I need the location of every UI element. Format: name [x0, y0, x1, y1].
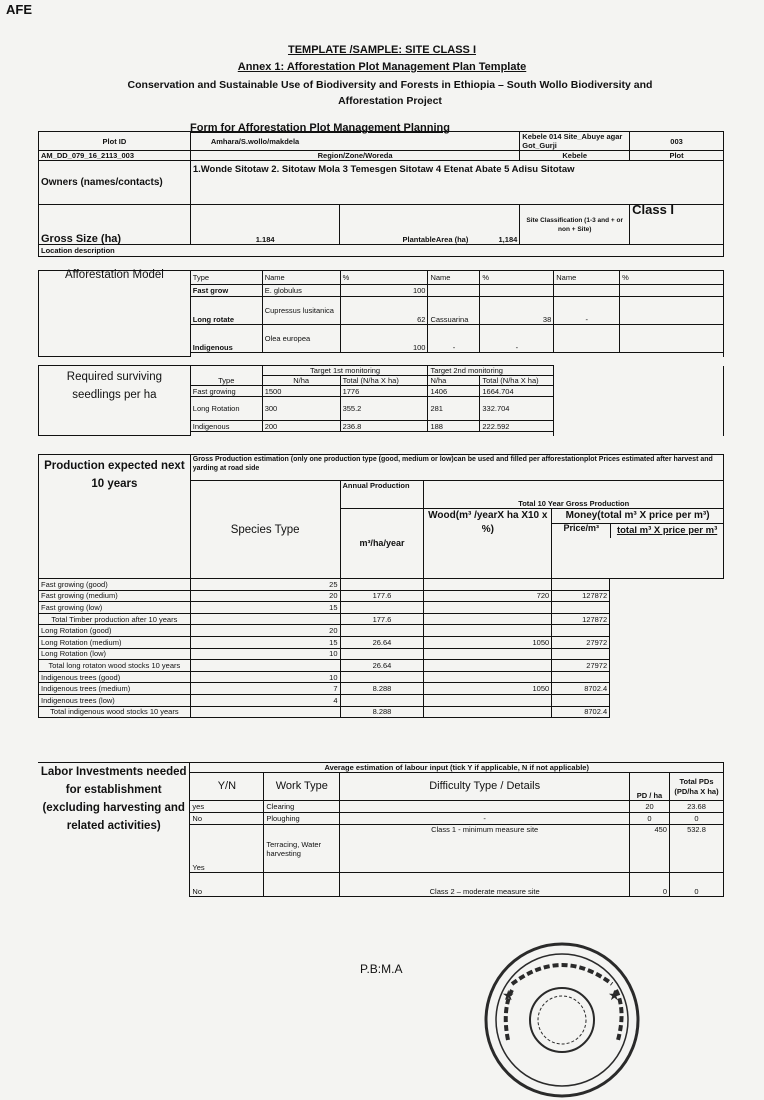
labor-row-total: 0: [669, 813, 723, 825]
plantable-value: 1,184: [498, 235, 518, 244]
production-row-price: 720: [424, 590, 552, 602]
af-row-pct1: 62: [340, 297, 428, 325]
production-row-wood: 8.288: [340, 683, 424, 695]
production-subtotal-row: [39, 660, 724, 672]
production-row-wood: [340, 625, 424, 637]
seedling-row-t1: 1776: [340, 386, 428, 397]
total-gross-header: Total 10 Year Gross Production: [424, 481, 724, 509]
production-row-total: [552, 648, 610, 660]
region-label: Region/Zone/Woreda: [190, 151, 519, 161]
af-row-name3: [554, 285, 620, 297]
af-row-name2: [428, 285, 480, 297]
seedling-row-n2: 281: [428, 397, 480, 421]
production-row-price: 1050: [424, 636, 552, 648]
target-2-header: Target 2nd monitoring: [428, 366, 554, 376]
labor-row-total: 0: [669, 873, 723, 897]
af-row-pct3: [620, 285, 724, 297]
site-class-label: Site Classification (1-3 and + or non + Site): [520, 205, 630, 245]
af-header-name2: Name: [428, 271, 480, 285]
production-row-label: Total long rotaton wood stocks 10 years: [39, 660, 191, 672]
seedling-row-n1: 200: [262, 421, 340, 432]
seedling-row-type: Indigenous: [190, 421, 262, 432]
seedling-type-header: Type: [190, 376, 262, 386]
project-title: [60, 77, 720, 109]
total-pd-header: Total PDs (PD/ha X ha): [669, 773, 723, 801]
labor-label: Labor Investments needed for establishment (excluding harvesting and related activities): [38, 763, 190, 897]
owners-value: 1.Wonde Sitotaw 2. Sitotaw Mola 3 Temesgen Sitotaw 4 Etenat Abate 5 Adisu Sitotaw: [190, 161, 723, 205]
seedlings-table: [38, 365, 724, 436]
af-row-name1: Olea europea: [262, 325, 340, 353]
production-row: [39, 625, 724, 637]
production-row-annual: [190, 613, 340, 625]
production-row-label: Fast growing (good): [39, 579, 191, 591]
seedling-row-t2: 332.704: [480, 397, 554, 421]
production-row-price: [424, 602, 552, 614]
plantable-label: PlantableArea (ha): [402, 235, 469, 244]
project-line-2: Afforestation Project: [338, 95, 442, 107]
labor-row-pd: 450: [630, 825, 670, 873]
labor-row-work: Ploughing: [264, 813, 340, 825]
seedling-row-n1: 300: [262, 397, 340, 421]
production-row-price: [424, 613, 552, 625]
af-row-name3: [554, 325, 620, 353]
production-row-annual: 25: [190, 579, 340, 591]
template-title: TEMPLATE /SAMPLE: SITE CLASS I: [287, 44, 477, 56]
labor-row-work: Clearing: [264, 801, 340, 813]
production-row-annual: [190, 706, 340, 718]
af-row-pct1: 100: [340, 285, 428, 297]
production-row-total: 8702.4: [552, 683, 610, 695]
location-label: Location description: [39, 245, 724, 257]
plot-label: Plot: [630, 151, 724, 161]
labor-row-difficulty: Class 1 - minimum measure site: [340, 825, 630, 873]
af-header-name1: Name: [262, 271, 340, 285]
production-row-label: Total Timber production after 10 years: [39, 613, 191, 625]
labor-row-difficulty: [340, 801, 630, 813]
af-row-pct2: 38: [480, 297, 554, 325]
kebele-value: Kebele 014 Site_Abuye agar Got_Gurji: [520, 132, 630, 151]
production-table: [38, 454, 724, 718]
total-header-1: Total (N/ha X ha): [340, 376, 428, 386]
production-row-label: Long Rotation (good): [39, 625, 191, 637]
production-row-total: [552, 671, 610, 683]
production-row-label: Fast growing (low): [39, 602, 191, 614]
production-row-wood: [340, 671, 424, 683]
total-price-header: total m³ X price per m³: [616, 525, 718, 536]
production-row-total: [552, 694, 610, 706]
af-row-type: Indigenous: [190, 325, 262, 353]
production-row-price: [424, 694, 552, 706]
af-header-pct2: %: [480, 271, 554, 285]
production-row-label: Total indigenous wood stocks 10 years: [39, 706, 191, 718]
production-row-label: Long Rotation (low): [39, 648, 191, 660]
footer-initials: P.B:M.A: [360, 962, 403, 976]
corner-label: AFE: [6, 2, 32, 17]
af-row-type: Fast grow: [190, 285, 262, 297]
af-row-name2: -: [428, 325, 480, 353]
production-row-total: [552, 579, 610, 591]
afforestation-label: Afforestation Model: [39, 271, 191, 357]
work-type-header: Work Type: [264, 773, 340, 801]
production-row-annual: 10: [190, 671, 340, 683]
production-row-price: [424, 579, 552, 591]
production-row-price: [424, 706, 552, 718]
af-row-type: Long rotate: [190, 297, 262, 325]
production-row-label: Fast growing (medium): [39, 590, 191, 602]
labor-row-work: Terracing, Water harvesting: [264, 825, 340, 873]
seedling-row-n1: 1500: [262, 386, 340, 397]
production-row-annual: 4: [190, 694, 340, 706]
production-row: [39, 694, 724, 706]
owners-label: Owners (names/contacts): [39, 161, 191, 205]
yn-header: Y/N: [190, 773, 264, 801]
production-row-total: 27972: [552, 636, 610, 648]
seedling-row-t2: 1664.704: [480, 386, 554, 397]
seedlings-label: Required surviving seedlings per ha: [39, 366, 191, 436]
production-row-total: 8702.4: [552, 706, 610, 718]
site-class-value: Class I: [630, 205, 724, 245]
afforestation-table: [38, 270, 724, 357]
labor-row-pd: 0: [630, 813, 670, 825]
production-row-label: Long Rotation (medium): [39, 636, 191, 648]
labor-row-yn: No: [190, 813, 264, 825]
af-row-name2: Cassuarina: [428, 297, 480, 325]
plot-id-label: Plot ID: [39, 132, 191, 151]
production-row: [39, 636, 724, 648]
labor-table: [38, 762, 724, 897]
production-row-annual: [190, 660, 340, 672]
seedling-row-n2: 188: [428, 421, 480, 432]
labor-row-yn: No: [190, 873, 264, 897]
production-note: Gross Production estimation (only one production type (good, medium or low)can be used and filled per afforestationplot Prices estimated after harvest and yarding at road side: [190, 455, 723, 481]
production-row-wood: 177.6: [340, 613, 424, 625]
official-stamp-seal: [482, 940, 642, 1100]
production-row-annual: 7: [190, 683, 340, 695]
production-row-wood: 26.64: [340, 636, 424, 648]
production-row-price: 1050: [424, 683, 552, 695]
labor-row-total: 532.8: [669, 825, 723, 873]
production-row-wood: 177.6: [340, 590, 424, 602]
af-header-pct1: %: [340, 271, 428, 285]
af-row-pct3: [620, 297, 724, 325]
region-value: Amhara/S.wollo/makdela: [190, 132, 519, 151]
kebele-label: Kebele: [520, 151, 630, 161]
af-header-pct3: %: [620, 271, 724, 285]
svg-text:★: ★: [608, 988, 621, 1004]
target-1-header: Target 1st monitoring: [262, 366, 428, 376]
af-header-name3: Name: [554, 271, 620, 285]
production-row-price: [424, 625, 552, 637]
af-row-pct1: 100: [340, 325, 428, 353]
svg-text:★: ★: [502, 988, 515, 1004]
production-row-label: Indigenous trees (good): [39, 671, 191, 683]
production-row: [39, 683, 724, 695]
af-row-pct3: [620, 325, 724, 353]
af-row-name3: -: [554, 297, 620, 325]
production-row: [39, 579, 724, 591]
production-row-wood: 8.288: [340, 706, 424, 718]
production-row-label: Indigenous trees (medium): [39, 683, 191, 695]
plot-number-value: 003: [630, 132, 724, 151]
annual-unit-header: m³/ha/year: [340, 509, 424, 579]
seedling-row-t1: 236.8: [340, 421, 428, 432]
production-row-total: 127872: [552, 590, 610, 602]
production-subtotal-row: [39, 706, 724, 718]
production-row-annual: 15: [190, 602, 340, 614]
production-row: [39, 648, 724, 660]
total-header-2: Total (N/ha X ha): [480, 376, 554, 386]
seedling-row-t2: 222.592: [480, 421, 554, 432]
nha-header-2: N/ha: [428, 376, 480, 386]
af-row-name1: Cupressus lusitanica: [262, 297, 340, 325]
seedling-row-n2: 1406: [428, 386, 480, 397]
project-line-1: Conservation and Sustainable Use of Biodiversity and Forests in Ethiopia – South Wollo Biodiversity and: [127, 79, 653, 91]
production-row-annual: 10: [190, 648, 340, 660]
labor-row-difficulty: Class 2 – moderate measure site: [340, 873, 630, 897]
production-row-total: [552, 625, 610, 637]
labor-row-difficulty: -: [340, 813, 630, 825]
plot-id-value: AM_DD_079_16_2113_003: [39, 151, 191, 161]
production-row: [39, 602, 724, 614]
af-header-type: Type: [190, 271, 262, 285]
production-row-annual: 15: [190, 636, 340, 648]
production-row: [39, 671, 724, 683]
production-row-wood: 26.64: [340, 660, 424, 672]
production-row-total: [552, 602, 610, 614]
labor-row-yn: yes: [190, 801, 264, 813]
af-row-name1: E. globulus: [262, 285, 340, 297]
species-type-header: Species Type: [190, 481, 340, 579]
production-subtotal-row: [39, 613, 724, 625]
production-row-price: [424, 648, 552, 660]
pd-header: PD / ha: [630, 773, 670, 801]
production-rows: [39, 579, 724, 718]
production-row-price: [424, 671, 552, 683]
labor-row-yn: Yes: [190, 825, 264, 873]
production-row-total: 27972: [552, 660, 610, 672]
production-row-wood: [340, 579, 424, 591]
annual-production-header: Annual Production: [340, 481, 424, 509]
gross-size-label: Gross Size (ha): [39, 205, 191, 245]
labor-row-pd: 20: [630, 801, 670, 813]
production-label: Production expected next 10 years: [39, 455, 191, 579]
production-row-wood: [340, 648, 424, 660]
annex-title: Annex 1: Afforestation Plot Management Plan Template: [237, 61, 527, 73]
af-row-pct2: -: [480, 325, 554, 353]
price-header: Price/m³: [552, 524, 611, 538]
production-row-annual: 20: [190, 590, 340, 602]
labor-note: Average estimation of labour input (tick Y if applicable, N if not applicable): [190, 763, 724, 773]
difficulty-header: Difficulty Type / Details: [340, 773, 630, 801]
general-info-table: [38, 131, 724, 257]
seedling-row-t1: 355.2: [340, 397, 428, 421]
seedling-row-type: Fast growing: [190, 386, 262, 397]
af-row-pct2: [480, 285, 554, 297]
seedling-row-type: Long Rotation: [190, 397, 262, 421]
labor-row-pd: 0: [630, 873, 670, 897]
production-row-total: 127872: [552, 613, 610, 625]
labor-row-total: 23.68: [669, 801, 723, 813]
production-row-price: [424, 660, 552, 672]
nha-header-1: N/ha: [262, 376, 340, 386]
production-row: [39, 590, 724, 602]
production-row-annual: 20: [190, 625, 340, 637]
production-row-wood: [340, 602, 424, 614]
wood-header: Wood(m³ /yearX ha X10 x %): [424, 509, 552, 579]
gross-size-value: 1.184: [190, 205, 340, 245]
form-title: Form for Afforestation Plot Management Planning: [190, 122, 450, 134]
money-header: Money(total m³ X price per m³): [552, 509, 723, 524]
production-row-wood: [340, 694, 424, 706]
production-row-label: Indigenous trees (low): [39, 694, 191, 706]
labor-row-work: [264, 873, 340, 897]
